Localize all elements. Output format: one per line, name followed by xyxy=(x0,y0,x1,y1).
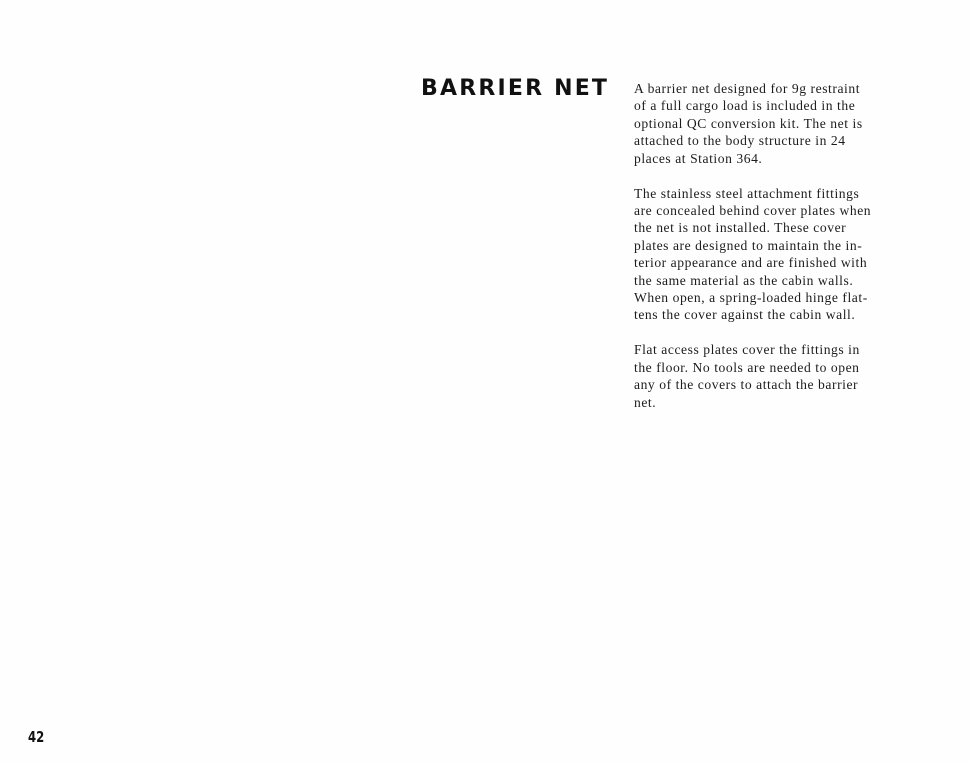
page-number: 42 xyxy=(28,728,45,746)
paragraph-3: Flat access plates cover the fittings in the floor. No tools are needed to open any of the covers to attach the barrier net. xyxy=(634,342,860,410)
section-heading: BARRIER NET xyxy=(421,76,610,101)
body-text xyxy=(634,80,924,429)
paragraph-1: A barrier net designed for 9g restraint of a full cargo load is included in the optional QC conversion kit. The net is attached to the body structure in 24 places at Station 364. xyxy=(634,81,863,166)
paragraph-2: The stainless steel attachment fittings are concealed behind cover plates when the net is not installed. These cover plates are designed to maintain the in- terior appearance and are finished with the same material as the cabin walls. When open, a spring-loaded hinge flat- tens the cover against the cabin wall. xyxy=(634,185,872,323)
